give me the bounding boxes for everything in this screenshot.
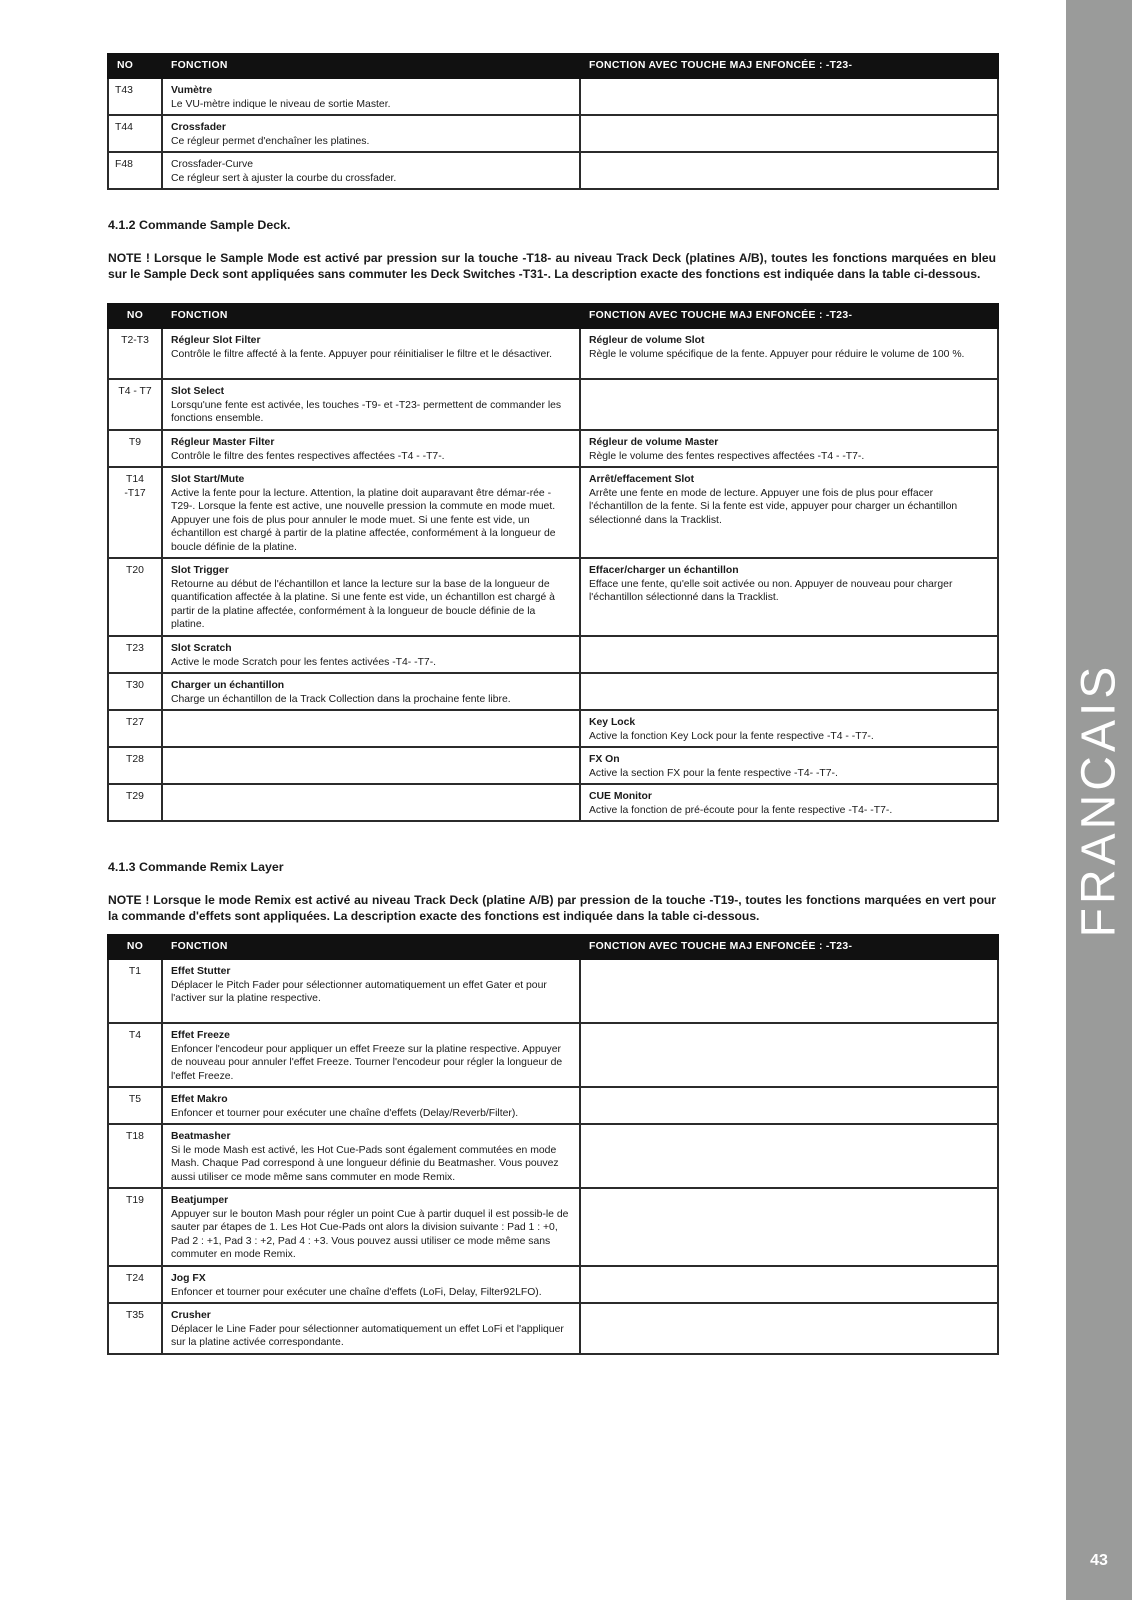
function-cell [162,152,580,189]
table-row [108,1124,998,1188]
function-cell [162,636,580,673]
shift-function-title: Régleur de volume Master [589,437,719,448]
shift-function-cell [580,1124,998,1188]
function-title: Effet Makro [171,1094,228,1105]
table-row [108,710,998,747]
function-description: Enfoncer l'encodeur pour appliquer un effet Freeze sur la platine respective. Appuyer de nouveau pour annuler l'effet Freeze. Tourner l'encodeur pour régler la longueur de l'effet Freeze. [171,1043,563,1082]
table-row [108,636,998,673]
shift-function-description: Active la fonction de pré-écoute pour la fente respective -T4- -T7-. [589,804,893,816]
row-number: T19 [108,1188,162,1266]
row-number: T29 [108,784,162,821]
function-description: Charge un échantillon de la Track Collection dans la prochaine fente libre. [171,693,511,705]
header-maj: FONCTION AVEC TOUCHE MAJ ENFONCÉE : -T23- [580,935,998,959]
note-remix-layer: NOTE ! Lorsque le mode Remix est activé au niveau Track Deck (platine A/B) par pression de la touche -T19-, toutes les fonctions marquées en vert pour la commande d'effets sont appliquées. La description exacte des fonctions est indiquée dans la table ci-dessous. [108,893,996,924]
shift-function-cell [580,558,998,636]
shift-function-cell [580,152,998,189]
shift-function-description: Active la fonction Key Lock pour la fente respective -T4 - -T7-. [589,730,874,742]
function-cell [162,379,580,430]
function-description: Crossfader-Curve Ce régleur sert à ajuster la courbe du crossfader. [171,159,397,184]
shift-function-cell [580,1303,998,1354]
table-row [108,959,998,1023]
table-row [108,1023,998,1087]
function-description: Enfoncer et tourner pour exécuter une chaîne d'effets (LoFi, Delay, Filter92LFO). [171,1286,542,1298]
shift-function-title: Effacer/charger un échantillon [589,565,739,576]
shift-function-cell [580,959,998,1023]
shift-function-cell [580,636,998,673]
row-number: T9 [108,430,162,467]
table-mixer-functions [107,53,999,190]
row-number: T2-T3 [108,328,162,379]
function-cell [162,784,580,821]
function-description: Contrôle le filtre affecté à la fente. Appuyer pour réinitialiser le filtre et le désactiver. [171,348,552,360]
header-fonction: FONCTION [162,304,580,328]
shift-function-cell [580,1087,998,1124]
function-description: Active le mode Scratch pour les fentes activées -T4- -T7-. [171,656,437,668]
table-remix-layer [107,934,999,1355]
shift-function-cell [580,115,998,152]
function-cell [162,747,580,784]
table-row [108,1087,998,1124]
shift-function-cell [580,430,998,467]
row-number: T18 [108,1124,162,1188]
function-title: Beatjumper [171,1195,229,1206]
note-sample-deck: NOTE ! Lorsque le Sample Mode est activé par pression sur la touche -T18- au niveau Track Deck (platines A/B), toutes les fonctions marquées en bleu sur le Sample Deck sont appliquées sans commuter les Deck Switches -T31-. La description exacte des fonctions est indiquée dans la table ci-dessous. [108,251,996,282]
table-header-row [108,54,998,78]
table-header-row [108,304,998,328]
table-row [108,784,998,821]
table-row [108,467,998,558]
function-title: Jog FX [171,1273,206,1284]
function-cell [162,1266,580,1303]
function-title: Effet Freeze [171,1030,230,1041]
header-fonction: FONCTION [162,935,580,959]
table-sample-deck [107,303,999,822]
header-no: NO [108,935,162,959]
function-cell [162,1188,580,1266]
shift-function-description: Règle le volume spécifique de la fente. Appuyer pour réduire le volume de 100 %. [589,348,965,360]
function-cell [162,1087,580,1124]
function-cell [162,959,580,1023]
function-title: Crusher [171,1310,211,1321]
row-number: T27 [108,710,162,747]
function-title: Slot Scratch [171,643,232,654]
function-description: Active la fente pour la lecture. Attention, la platine doit auparavant être démar-rée -T29-. Lorsque la fente est active, une nouvelle pression la commute en mode muet. Appuyer une fois de plus pour annuler le mode muet. Si une fente est vide, un échantillon est chargé à partir de la platine affectée, conformément à la longueur de boucle définie de la platine. [171,487,556,553]
function-description: Appuyer sur le bouton Mash pour régler un point Cue à partir duquel il est possib-le de sauter par étapes de 1. Les Hot Cue-Pads ont alors la division suivante : Pad 1 : +0, Pad 2 : +1, Pad 3 : +2, Pad 4 : +3. Vous pouvez aussi utiliser ce mode même sans commuter en mode Remix. [171,1208,569,1260]
shift-function-description: Active la section FX pour la fente respective -T4- -T7-. [589,767,838,779]
function-cell [162,673,580,710]
table-row [108,747,998,784]
function-title: Effet Stutter [171,966,231,977]
shift-function-cell [580,710,998,747]
function-description: Retourne au début de l'échantillon et lance la lecture sur la base de la longueur de quantification affectée à la platine. Si une fente est vide, un échantillon est chargé à partir de la platine affectée, conformément à la longueur de boucle définie de la platine. [171,578,555,630]
shift-function-description: Arrête une fente en mode de lecture. Appuyer une fois de plus pour effacer l'échantillon de la fente. Si la fente est vide, appuyer pour charger un échantillon sélectionné dans la Tracklist. [589,487,958,526]
row-number: T44 [108,115,162,152]
table-row [108,78,998,115]
function-title: Slot Start/Mute [171,474,245,485]
shift-function-cell [580,328,998,379]
function-description: Lorsqu'une fente est activée, les touches -T9- et -T23- permettent de commander les fonctions ensemble. [171,399,562,424]
table-row [108,328,998,379]
row-number: T43 [108,78,162,115]
function-cell [162,1303,580,1354]
header-no: NO [108,54,162,78]
table-header-row [108,935,998,959]
row-number: T28 [108,747,162,784]
function-description: Déplacer le Pitch Fader pour sélectionner automatiquement un effet Gater et pour l'activer sur la platine respective. [171,979,547,1004]
function-description: Le VU-mètre indique le niveau de sortie Master. [171,98,391,110]
header-no: NO [108,304,162,328]
row-number: T23 [108,636,162,673]
function-cell [162,78,580,115]
shift-function-cell [580,1188,998,1266]
function-title: Vumètre [171,85,213,96]
function-cell [162,430,580,467]
shift-function-cell [580,1266,998,1303]
function-description: Si le mode Mash est activé, les Hot Cue-Pads sont également commutées en mode Mash. Chaque Pad correspond à une longueur définie du Beatmasher. Vous pouvez aussi utiliser ce mode même sans commuter en mode Remix. [171,1144,559,1183]
section-title-sample-deck: 4.1.2 Commande Sample Deck. [108,218,291,232]
table-row [108,673,998,710]
row-number: T4 - T7 [108,379,162,430]
shift-function-title: CUE Monitor [589,791,652,802]
function-cell [162,328,580,379]
page-number: 43 [1090,1552,1108,1569]
table-row [108,152,998,189]
function-description: Contrôle le filtre des fentes respectives affectées -T4 - -T7-. [171,450,445,462]
function-title: Crossfader [171,122,226,133]
row-number: T4 [108,1023,162,1087]
shift-function-cell [580,78,998,115]
shift-function-description: Efface une fente, qu'elle soit activée ou non. Appuyer de nouveau pour charger l'échantillon sélectionné dans la Tracklist. [589,578,953,603]
shift-function-cell [580,673,998,710]
function-cell [162,467,580,558]
table-row [108,430,998,467]
function-cell [162,1023,580,1087]
shift-function-title: Régleur de volume Slot [589,335,705,346]
row-number: T35 [108,1303,162,1354]
function-cell [162,558,580,636]
shift-function-cell [580,467,998,558]
function-title: Charger un échantillon [171,680,285,691]
function-title: Régleur Master Filter [171,437,275,448]
row-number: T5 [108,1087,162,1124]
function-title: Slot Select [171,386,225,397]
shift-function-description: Règle le volume des fentes respectives affectées -T4 - -T7-. [589,450,865,462]
table-row [108,379,998,430]
function-description: Déplacer le Line Fader pour sélectionner automatiquement un effet LoFi et l'appliquer sur la platine activée correspondante. [171,1323,564,1348]
shift-function-cell [580,747,998,784]
language-label: FRANCAIS [1072,662,1126,938]
function-cell [162,115,580,152]
row-number: F48 [108,152,162,189]
function-title: Slot Trigger [171,565,229,576]
shift-function-cell [580,379,998,430]
table-row [108,115,998,152]
header-maj: FONCTION AVEC TOUCHE MAJ ENFONCÉE : -T23- [580,54,998,78]
function-cell [162,710,580,747]
row-number: T24 [108,1266,162,1303]
section-title-remix-layer: 4.1.3 Commande Remix Layer [108,860,284,874]
row-number: T30 [108,673,162,710]
table-row [108,1188,998,1266]
table-row [108,1266,998,1303]
shift-function-title: Arrêt/effacement Slot [589,474,695,485]
header-maj: FONCTION AVEC TOUCHE MAJ ENFONCÉE : -T23- [580,304,998,328]
row-number: T1 [108,959,162,1023]
shift-function-cell [580,1023,998,1087]
function-description: Ce régleur permet d'enchaîner les platines. [171,135,370,147]
table-row [108,558,998,636]
row-number: T20 [108,558,162,636]
shift-function-title: FX On [589,754,620,765]
shift-function-title: Key Lock [589,717,636,728]
function-title: Beatmasher [171,1131,231,1142]
function-cell [162,1124,580,1188]
shift-function-cell [580,784,998,821]
function-title: Régleur Slot Filter [171,335,261,346]
header-fonction: FONCTION [162,54,580,78]
table-row [108,1303,998,1354]
function-description: Enfoncer et tourner pour exécuter une chaîne d'effets (Delay/Reverb/Filter). [171,1107,519,1119]
row-number: T14 -T17 [108,467,162,558]
